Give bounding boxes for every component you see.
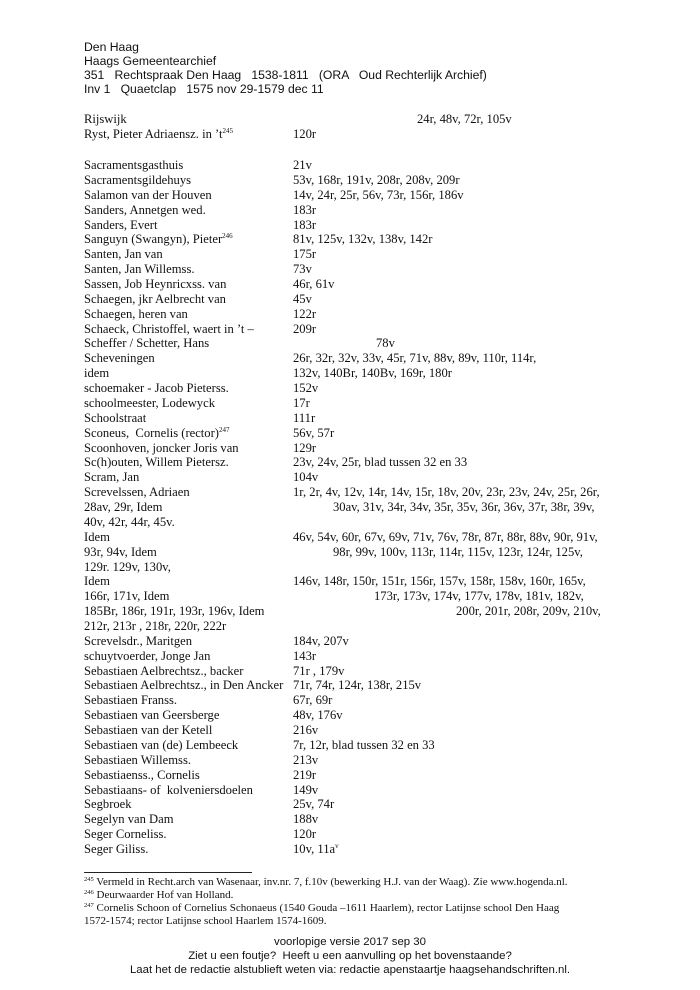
entry-refs: 183r <box>293 217 317 232</box>
entry-name: Idem <box>84 529 110 544</box>
index-entry <box>84 768 644 783</box>
entry-refs: 23v, 24v, 25r, blad tussen 32 en 33 <box>293 455 468 470</box>
entry-refs: 7r, 12r, blad tussen 32 en 33 <box>293 737 435 752</box>
footnote-text: Vermeld in Recht.arch van Wasenaar, inv.nr. 7, f.10v (bewerking H.J. van der Waag). Zie www.hogenda.nl. <box>93 876 568 888</box>
index-entry <box>84 188 644 203</box>
index-entry <box>84 247 644 262</box>
entry-name: Schaegen, heren van <box>84 306 188 321</box>
entry-name: schuytvoerder, Jonge Jan <box>84 648 211 663</box>
entry-name: Sebastiaenss., Cornelis <box>84 767 200 782</box>
index-entry <box>84 693 644 708</box>
entry-name: Sc(h)outen, Willem Pietersz. <box>84 455 229 470</box>
index-entry <box>84 277 644 292</box>
index-entry <box>84 455 644 470</box>
entry-refs: 71r , 179v <box>293 663 345 678</box>
index-entry <box>84 158 644 173</box>
entry-name: 40v, 42r, 44r, 45v. <box>84 514 175 529</box>
entry-refs: 17r <box>293 395 310 410</box>
index-entry <box>84 396 644 411</box>
index-entry <box>84 574 644 589</box>
index-entry <box>84 366 644 381</box>
index-entry <box>84 797 644 812</box>
entry-refs: 21v <box>293 158 312 172</box>
entry-name: Sebastiaen Willemss. <box>84 752 191 767</box>
entry-name: 93r, 94v, Idem <box>84 544 157 559</box>
entry-name: Sebastiaans- of kolveniersdoelen <box>84 782 253 797</box>
entry-refs: 216v <box>293 723 319 738</box>
entry-refs: 152v <box>293 381 319 395</box>
entry-name: Schaeck, Christoffel, waert in ’t – <box>84 321 254 336</box>
entry-refs: 129r <box>293 440 317 455</box>
header-collection: 351 Rechtspraak Den Haag 1538-1811 (ORA Oud Rechterlijk Archief) <box>84 68 487 82</box>
entry-name: idem <box>84 366 110 381</box>
index-entry <box>84 619 644 634</box>
entry-name: Sacramentsgildehuys <box>84 172 192 187</box>
index-entry <box>84 738 644 753</box>
entry-refs: 104v <box>293 470 319 485</box>
index-entry <box>84 678 644 693</box>
footnote-ref[interactable]: 245 <box>222 127 233 135</box>
entry-refs: 149v <box>293 782 319 797</box>
footnote-number: 245 <box>84 876 94 883</box>
entry-refs: 143r <box>293 648 317 663</box>
index-entry <box>84 351 644 366</box>
index-entry <box>84 842 644 857</box>
entry-refs: 10v, $11a^v$ <box>293 842 339 856</box>
index-entry <box>84 649 644 664</box>
index-entry <box>84 292 644 307</box>
entry-name: Idem <box>84 574 110 589</box>
index-entry <box>84 589 644 604</box>
entry-name: Santen, Jan van <box>84 247 163 262</box>
header-inventory: Inv 1 Quaetclap 1575 nov 29-1579 dec 11 <box>84 82 324 96</box>
entry-refs: 146v, 148r, 150r, 151r, 156r, 157v, 158r, 158v, 160r, 165v, <box>293 574 586 589</box>
entry-refs: 188v <box>293 812 319 827</box>
entry-name: Salamon van der Houven <box>84 187 212 202</box>
entry-refs: 45v <box>293 291 312 306</box>
index-entry <box>84 112 644 127</box>
entry-name: schoemaker - Jacob Pieterss. <box>84 381 229 395</box>
index-entry <box>84 441 644 456</box>
footnote-ref[interactable]: 247 <box>219 425 230 434</box>
entry-name: Sacramentsgasthuis <box>84 158 184 172</box>
footnote-247-continued <box>84 915 327 928</box>
footnote-247 <box>84 902 559 915</box>
index-entry <box>84 753 644 768</box>
index-entry <box>84 262 644 277</box>
entry-name: Schoolstraat <box>84 410 147 425</box>
entry-refs: 81v, 125v, 132v, 138v, 142r <box>293 232 433 247</box>
index-entry <box>84 470 644 485</box>
entry-refs: 78v <box>376 336 395 351</box>
entry-refs: 71r, 74r, 124r, 138r, 215v <box>293 678 422 693</box>
refs-superscript: v <box>335 842 339 850</box>
entry-refs: 200r, 201r, 208r, 209v, 210v, <box>456 604 601 619</box>
index-entry <box>84 827 644 842</box>
index-entry <box>84 203 644 218</box>
entry-name: Screvelssen, Adriaen <box>84 485 190 500</box>
entry-refs: 56v, 57r <box>293 425 335 440</box>
entry-name: Sconeus, Cornelis (rector)$^{247}$ <box>84 425 230 440</box>
footnote-text: Deurwaarder Hof van Holland. <box>93 889 234 901</box>
entry-name: Scram, Jan <box>84 470 140 485</box>
index-entry <box>84 515 644 530</box>
entry-name: Santen, Jan Willemss. <box>84 262 195 277</box>
footer-question: Ziet u een foutje? Heeft u een aanvulling op het bovenstaande? <box>188 950 512 962</box>
entry-name: 166r, 171v, Idem <box>84 589 170 604</box>
entry-name: Sebastiaen van der Ketell <box>84 723 213 738</box>
header-archive: Haags Gemeentearchief <box>84 54 217 68</box>
entry-refs: 98r, 99v, 100v, 113r, 114r, 115v, 123r, 124r, 125v, <box>333 544 583 559</box>
entry-name: Seger Corneliss. <box>84 827 167 842</box>
index-entry <box>84 723 644 738</box>
entry-name: Scheffer / Schetter, Hans <box>84 336 210 351</box>
entry-refs: 46r, 61v <box>293 277 335 291</box>
index-entry <box>84 604 644 619</box>
entry-refs: 14v, 24r, 25r, 56v, 73r, 156r, 186v <box>293 187 464 202</box>
entry-name: 28av, 29r, Idem <box>84 500 163 514</box>
entry-refs: 173r, 173v, 174v, 177v, 178v, 181v, 182v, <box>374 589 584 604</box>
entry-refs: 67r, 69r <box>293 693 333 708</box>
entry-name: Rijswijk <box>84 112 127 126</box>
header-city: Den Haag <box>84 40 139 54</box>
index-entry <box>84 812 644 827</box>
entry-refs: 30av, 31v, 34r, 34v, 35r, 35v, 36r, 36v, 37r, 38r, 39v, <box>333 500 595 514</box>
entry-refs: 132v, 140Br, 140Bv, 169r, 180r <box>293 366 452 381</box>
entry-refs: 184v, 207v <box>293 633 349 648</box>
entry-refs: 46v, 54v, 60r, 67v, 69v, 71v, 76v, 78r, 87r, 88r, 88v, 90r, 91v, <box>293 529 598 544</box>
entry-refs: 53v, 168r, 191v, 208r, 208v, 209r <box>293 172 460 187</box>
entry-refs: 219r <box>293 767 317 782</box>
entry-refs: 111r <box>293 410 316 425</box>
entry-name: 185Br, 186r, 191r, 193r, 196v, Idem <box>84 604 265 619</box>
entry-name: Schaegen, jkr Aelbrecht van <box>84 291 226 306</box>
index-entry <box>84 232 644 247</box>
entry-refs: 213v <box>293 752 319 767</box>
index-entry <box>84 218 644 233</box>
entry-refs: 122r <box>293 306 317 321</box>
footer-version: voorlopige versie 2017 sep 30 <box>274 936 426 948</box>
footnote-number: 246 <box>84 889 94 896</box>
entry-name: Sebastiaen Aelbrechtsz., backer <box>84 663 244 678</box>
entry-refs: 25v, 74r <box>293 797 335 812</box>
footnote-number: 247 <box>84 902 94 909</box>
footnote-separator <box>84 872 252 873</box>
index-entry <box>84 173 644 188</box>
index-entry <box>84 500 644 515</box>
index-entry <box>84 411 644 426</box>
entry-refs: 1r, 2r, 4v, 12v, 14r, 14v, 15r, 18v, 20v, 23r, 23v, 24v, 25r, 26r, <box>293 485 600 500</box>
entry-name: schoolmeester, Lodewyck <box>84 395 215 410</box>
entry-name: Sanders, Evert <box>84 217 158 232</box>
index-entry <box>84 336 644 351</box>
index-entry <box>84 545 644 560</box>
entry-name: Screvelsdr., Maritgen <box>84 633 193 648</box>
entry-name: 129r. 129v, 130v, <box>84 559 171 574</box>
entry-name: Seger Giliss. <box>84 842 149 856</box>
footnote-246 <box>84 889 233 902</box>
footnote-ref[interactable]: 246 <box>222 232 233 241</box>
index-entry <box>84 307 644 322</box>
entry-name: Sassen, Job Heynricxss. van <box>84 277 227 291</box>
entry-refs: 120r <box>293 827 317 842</box>
entry-name: 212r, 213r , 218r, 220r, 222r <box>84 619 227 633</box>
index-entry <box>84 485 644 500</box>
entry-refs: 175r <box>293 247 317 262</box>
index-entry <box>84 783 644 798</box>
index-entry <box>84 127 644 142</box>
footnote-245 <box>84 876 568 889</box>
index-entry <box>84 530 644 545</box>
entry-refs: 48v, 176v <box>293 708 343 723</box>
entry-name: Sanders, Annetgen wed. <box>84 202 206 217</box>
entry-name: Segbroek <box>84 797 132 812</box>
index-entry <box>84 708 644 723</box>
entry-name: Sebastiaen van (de) Lembeeck <box>84 737 239 752</box>
footnote-text: Cornelis Schoon of Cornelius Schonaeus (1540 Gouda –1611 Haarlem), rector Latijnse school Den Haag <box>93 902 560 914</box>
footer-contact: Laat het de redactie alstublieft weten via: redactie apenstaartje haagsehandschriften.nl. <box>129 964 571 976</box>
entry-name: Ryst, Pieter Adriaensz. in $’t^{245}$ <box>84 127 233 141</box>
entry-name: Segelyn van Dam <box>84 812 174 827</box>
entry-refs: 120r <box>293 127 317 141</box>
index-entry <box>84 560 644 575</box>
index-entry <box>84 322 644 337</box>
entry-name: Sanguyn (Swangyn), Pieter$^{246}$ <box>84 232 233 247</box>
entry-name: Sebastiaen Aelbrechtsz., in Den Ancker <box>84 678 284 693</box>
index-entry <box>84 664 644 679</box>
footnote-text: 1572-1574; rector Latijnse school Haarlem 1574-1609. <box>84 915 327 927</box>
entry-refs: 73v <box>293 262 312 277</box>
entry-name: Scoonhoven, joncker Joris van <box>84 440 239 455</box>
entry-refs: 183r <box>293 202 317 217</box>
entry-refs: 26r, 32r, 32v, 33v, 45r, 71v, 88v, 89v, 110r, 114r, <box>293 351 537 366</box>
entry-refs: 24r, 48v, 72r, 105v <box>417 112 512 126</box>
entry-name: Scheveningen <box>84 351 155 366</box>
entry-refs: 209r <box>293 321 317 336</box>
entry-name: Sebastiaen van Geersberge <box>84 708 220 723</box>
index-entry <box>84 634 644 649</box>
entry-name: Sebastiaen Franss. <box>84 693 178 708</box>
index-entry <box>84 381 644 396</box>
index-entry <box>84 426 644 441</box>
